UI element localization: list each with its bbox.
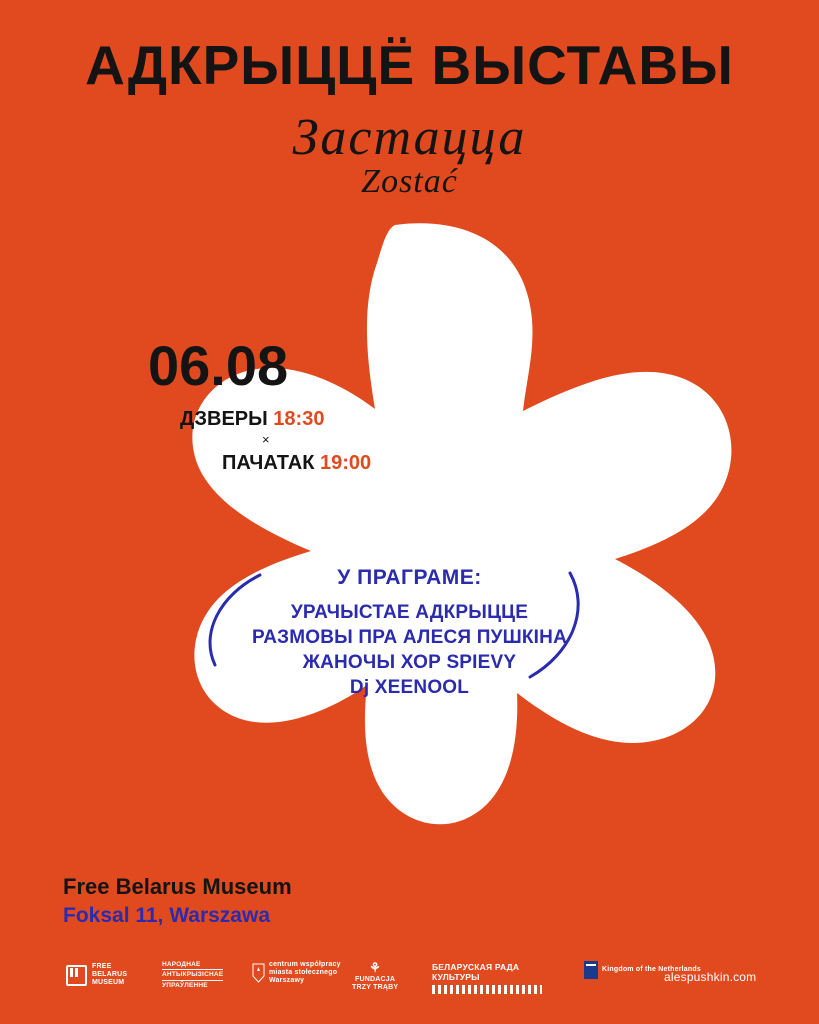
list-item: ЖАНОЧЫ ХОР SPIEVY (302, 652, 517, 674)
logo-line: Kingdom of the Netherlands (602, 965, 701, 973)
venue-block (63, 872, 292, 930)
title-script: Застацца (292, 109, 527, 166)
divider (162, 980, 223, 981)
list-item: УРАЧЫСТАЕ АДКРЫЦЦЕ (290, 602, 529, 624)
programme-title: У ПРАГРАМЕ: (337, 566, 482, 589)
ornament-bar (432, 985, 542, 994)
programme-list (0, 600, 819, 700)
divider (162, 969, 223, 970)
start-time: 19:00 (319, 452, 372, 474)
logo-line: MUSEUM (92, 979, 125, 987)
event-date: 06.08 (148, 334, 289, 397)
decorative-blob (55, 215, 765, 875)
trzy-traby-icon: ⚘ (369, 960, 382, 975)
page-title: АДКРЫЦЦЁ ВЫСТАВЫ (85, 34, 734, 96)
netherlands-flag-icon (584, 961, 598, 979)
venue-name: Free Belarus Museum (63, 874, 292, 899)
logo-line: КУЛЬТУРЫ (432, 971, 480, 982)
start-row (222, 452, 371, 475)
doors-label: ДЗВЕРЫ (180, 408, 268, 430)
logo-line: БЕЛАРУСКАЯ РАДА (432, 962, 520, 972)
logo-narodnae-antykryzisnae-upravlennie (162, 961, 223, 989)
logo-text (92, 963, 127, 987)
separator-cross: × (262, 432, 270, 447)
logo-line: centrum współpracy (269, 961, 341, 968)
logo-free-belarus-museum (66, 963, 127, 987)
logo-text (269, 961, 341, 985)
doors-row (180, 408, 324, 431)
logo-line: АНТЫКРЫЗІСНАЕ (162, 971, 224, 979)
footer-logos (0, 955, 819, 1010)
logo-trzy-traby (352, 961, 398, 992)
logo-line: Warszawy (269, 977, 305, 985)
doors-time: 18:30 (273, 408, 325, 430)
list-item: Dj XEENOOL (349, 677, 470, 699)
logo-line: НАРОДНАЕ (162, 961, 201, 968)
logo-line: FUNDACJA (355, 975, 396, 983)
title-transliteration: Zostać (361, 163, 458, 200)
warsaw-crest-icon (252, 963, 265, 983)
programme-block (0, 565, 819, 701)
free-belarus-museum-icon (66, 965, 87, 986)
logo-line: TRZY TRĄBY (352, 983, 399, 991)
logo-line: FREE (92, 963, 112, 970)
start-label: ПАЧАТАК (222, 452, 315, 474)
logo-line: BELARUS (92, 971, 128, 979)
logo-belarus-council-of-culture (432, 963, 542, 994)
logo-line: УПРАЎЛЕННЕ (162, 981, 208, 989)
venue-address: Foksal 11, Warszawa (63, 903, 270, 927)
logo-line: miasta stołecznego (269, 969, 338, 977)
website-link[interactable]: alespushkin.com (664, 970, 757, 984)
list-item: РАЗМОВЫ ПРА АЛЕСЯ ПУШКІНА (252, 627, 567, 649)
logo-warsaw-city (252, 961, 341, 985)
